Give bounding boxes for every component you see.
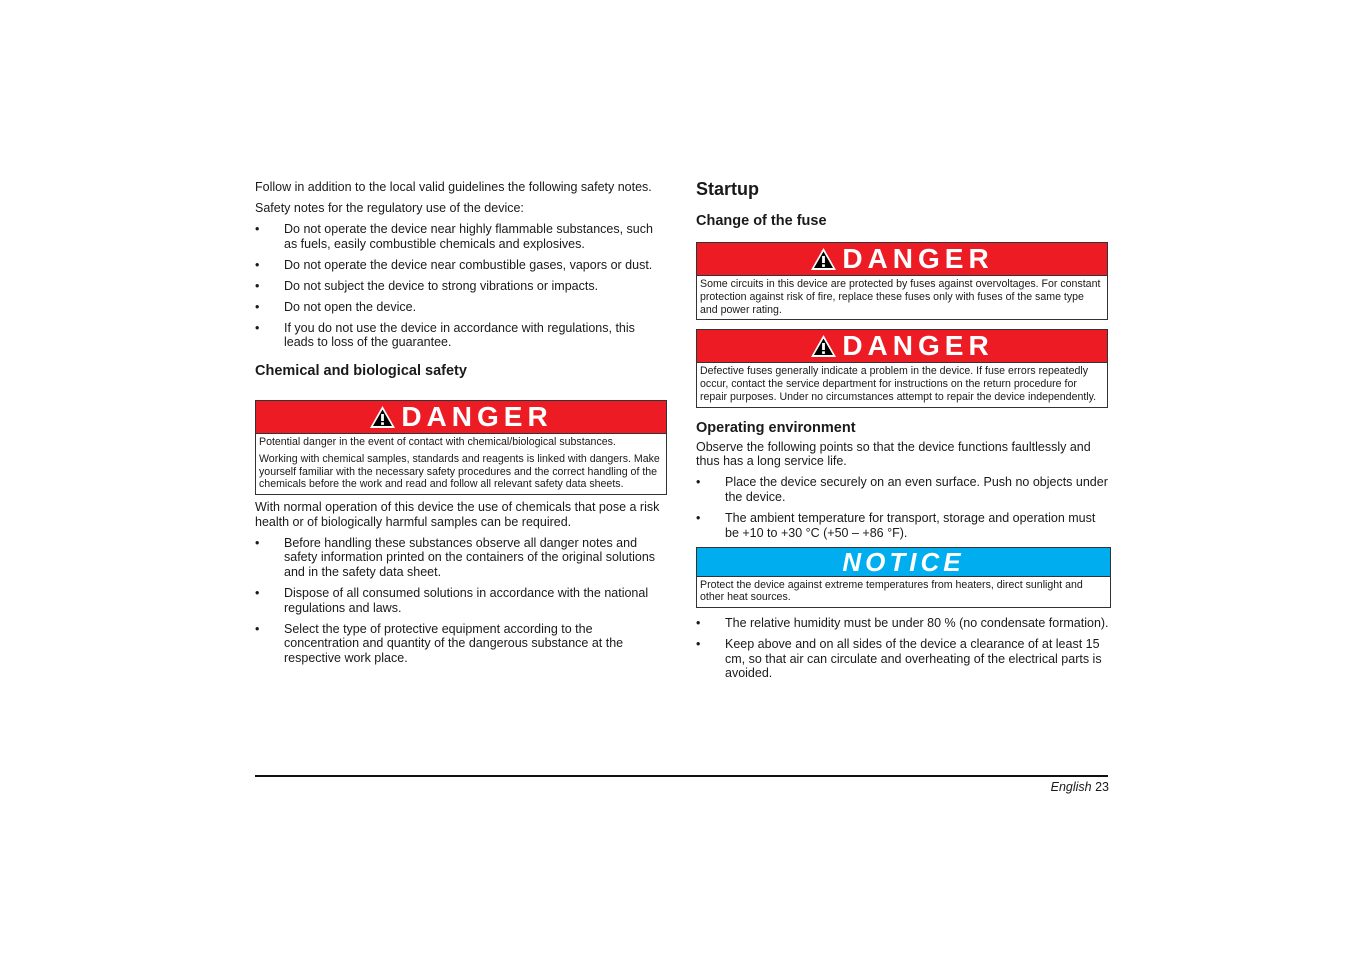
bullet-icon: • <box>255 320 260 335</box>
danger-text-2: Working with chemical samples, standards and reagents is linked with dangers. Make yourself familiar with the necessary safety procedures and the correct handling of the chemicals before the work and read and follow all relevant safety data sheets. <box>259 452 660 491</box>
bullet-icon: • <box>255 535 260 550</box>
notice-text: Protect the device against extreme temperatures from heaters, direct sunlight and other heat sources. <box>700 578 1083 604</box>
bullet-icon: • <box>255 278 260 293</box>
list-item: • Do not operate the device near combustible gases, vapors or dust. <box>255 257 653 272</box>
bullet-icon: • <box>696 637 701 652</box>
danger-box-chemical <box>255 400 667 495</box>
list-item: • Do not operate the device near highly flammable substances, such as fuels, easily combustible chemicals and explosives. <box>255 222 653 251</box>
danger-text-1: Potential danger in the event of contact with chemical/biological substances. <box>259 435 616 448</box>
danger-title: DANGER <box>401 400 553 432</box>
list-item: • If you do not use the device in accordance with regulations, this leads to loss of the guarantee. <box>255 320 635 350</box>
notice-header <box>697 548 1110 577</box>
danger-body <box>697 276 1107 319</box>
bullet-icon: • <box>696 616 701 631</box>
environment-list <box>696 475 1111 540</box>
notice-title: NOTICE <box>842 546 965 577</box>
list-item: • Dispose of all consumed solutions in accordance with the national regulations and laws. <box>255 585 649 615</box>
danger-text: Defective fuses generally indicate a problem in the device. If fuse errors repeatedly occur, contact the service department for instructions on the return procedure for repair purposes. Under no circumstances attempt to repair the device independently. <box>700 365 1097 403</box>
danger-box-fuse-2 <box>696 329 1108 407</box>
danger-body <box>256 434 666 494</box>
bullet-icon: • <box>255 299 260 314</box>
left-column <box>255 178 667 672</box>
list-item: • Keep above and on all sides of the device a clearance of at least 15 cm, so that air can circulate and overheating of the electrical parts is avoided. <box>696 637 1102 681</box>
list-item: • The relative humidity must be under 80 % (no condensate formation). <box>696 616 1109 631</box>
bullet-icon: • <box>255 257 260 272</box>
danger-header <box>697 330 1107 363</box>
warning-triangle-icon <box>810 247 837 271</box>
list-item: • Place the device securely on an even surface. Push no objects under the device. <box>696 475 1108 505</box>
danger-title: DANGER <box>842 243 994 274</box>
safety-notes-list <box>255 222 667 350</box>
bullet-icon: • <box>696 475 701 490</box>
intro-paragraph-2: Safety notes for the regulatory use of the device: <box>255 201 524 216</box>
list-item: • Do not subject the device to strong vibrations or impacts. <box>255 278 599 293</box>
page-footer <box>1051 780 1109 794</box>
bullet-icon: • <box>255 585 260 600</box>
bullet-icon: • <box>696 511 701 526</box>
environment-list-2 <box>696 616 1111 681</box>
list-item: • Before handling these substances observe all danger notes and safety information printed on the containers of the original solutions and in the safety data sheet. <box>255 535 656 579</box>
right-column <box>696 178 1111 687</box>
list-item: • The ambient temperature for transport, storage and operation must be +10 to +30 °C (+50 – +86 °F). <box>696 511 1096 540</box>
list-item: • Do not open the device. <box>255 299 417 314</box>
danger-body <box>697 363 1107 406</box>
footer-language: English <box>1050 780 1092 794</box>
bullet-icon: • <box>255 621 260 636</box>
page-number: 23 <box>1095 780 1109 794</box>
chemical-paragraph: With normal operation of this device the use of chemicals that pose a risk health or of biologically harmful samples can be required. <box>255 500 660 529</box>
danger-box-fuse-1 <box>696 242 1108 320</box>
list-item: • Select the type of protective equipment according to the concentration and quantity of the dangerous substance at the respective work place. <box>255 621 624 665</box>
footer-rule <box>255 775 1108 777</box>
intro-paragraph-1: Follow in addition to the local valid guidelines the following safety notes. <box>255 180 652 194</box>
danger-title: DANGER <box>842 330 994 362</box>
warning-triangle-icon <box>810 334 837 358</box>
chemical-list <box>255 536 667 666</box>
chemical-safety-heading: Chemical and biological safety <box>255 362 467 379</box>
startup-heading: Startup <box>696 179 759 199</box>
notice-body <box>697 577 1110 608</box>
notice-box <box>696 547 1111 609</box>
danger-text: Some circuits in this device are protected by fuses against overvoltages. For constant protection against risk of fire, replace these fuses only with fuses of the same type and power rating. <box>700 278 1101 316</box>
bullet-icon: • <box>255 222 260 237</box>
danger-header <box>256 401 666 434</box>
warning-triangle-icon <box>369 405 396 429</box>
fuse-heading: Change of the fuse <box>696 213 827 229</box>
operating-environment-heading: Operating environment <box>696 419 856 436</box>
danger-header <box>697 243 1107 276</box>
environment-paragraph: Observe the following points so that the device functions faultlessly and thus has a long service life. <box>696 439 1091 469</box>
